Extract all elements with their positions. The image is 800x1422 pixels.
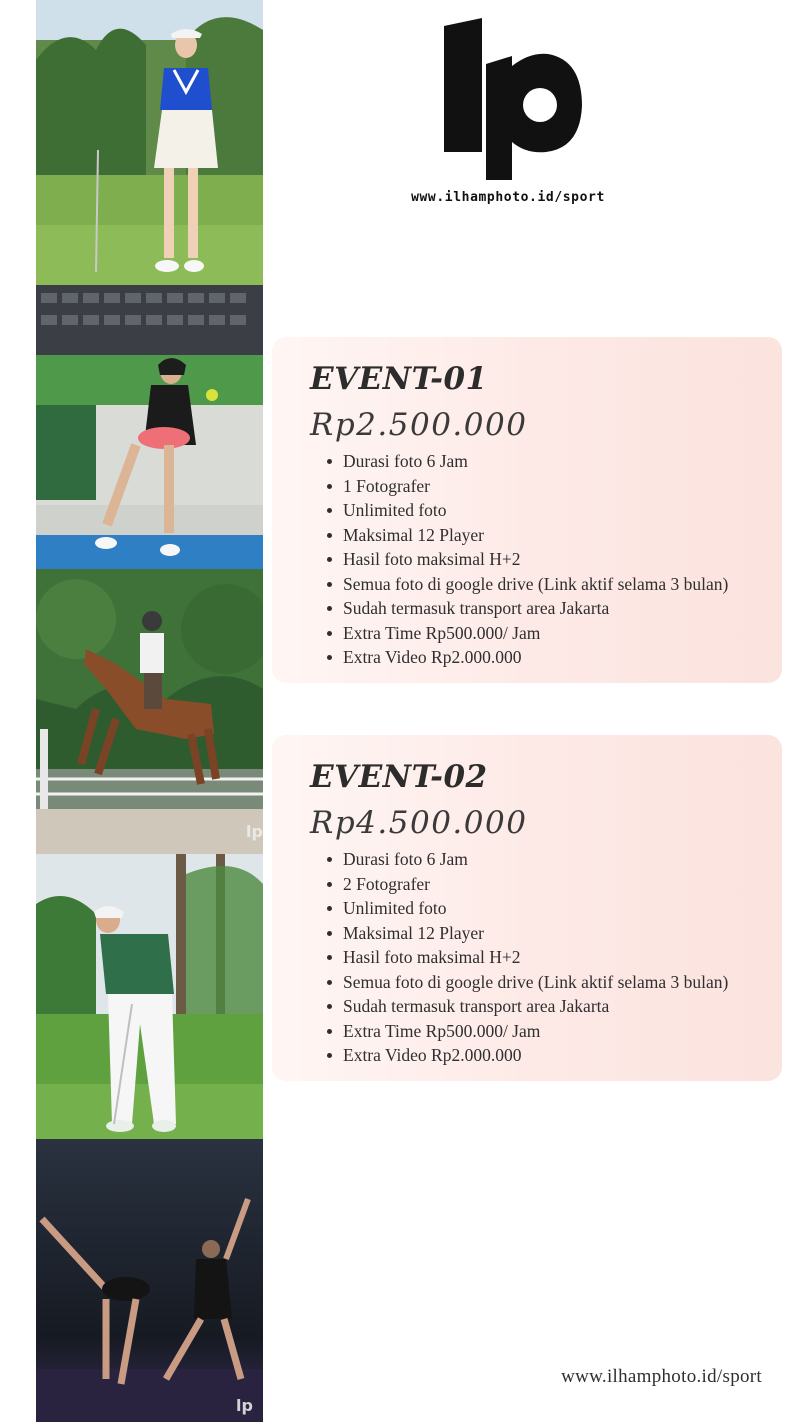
event-title: EVENT-02: [310, 759, 488, 795]
watermark-logo: lp: [246, 822, 263, 841]
bullet-icon: [327, 459, 332, 464]
list-item: Hasil foto maksimal H+2: [310, 547, 782, 572]
padel-woman-photo: [36, 285, 263, 569]
bullet-icon: [327, 857, 332, 862]
bullet-icon: [327, 1004, 332, 1009]
list-item: Extra Time Rp500.000/ Jam: [310, 1019, 782, 1044]
bullet-icon: [327, 655, 332, 660]
list-item: Extra Video Rp2.000.000: [310, 1043, 782, 1068]
bullet-icon: [327, 508, 332, 513]
bullet-icon: [327, 1029, 332, 1034]
event-card-01: [272, 337, 782, 683]
brand-url-top[interactable]: www.ilhamphoto.id/sport: [411, 190, 605, 205]
watermark-logo: lp: [236, 1396, 253, 1415]
golf-woman-photo: [36, 0, 263, 285]
list-item: Semua foto di google drive (Link aktif selama 3 bulan): [310, 970, 782, 995]
list-item: Maksimal 12 Player: [310, 523, 782, 548]
list-item: Unlimited foto: [310, 896, 782, 921]
list-item: Semua foto di google drive (Link aktif selama 3 bulan): [310, 572, 782, 597]
event-price: Rp4.500.000: [310, 805, 528, 841]
list-item: Extra Time Rp500.000/ Jam: [310, 621, 782, 646]
bullet-icon: [327, 582, 332, 587]
bullet-icon: [327, 533, 332, 538]
list-item: Maksimal 12 Player: [310, 921, 782, 946]
photo-strip: [36, 0, 263, 1422]
bullet-icon: [327, 631, 332, 636]
bullet-icon: [327, 906, 332, 911]
equestrian-photo: [36, 569, 263, 854]
dance-photo: [36, 1139, 263, 1422]
bullet-icon: [327, 1053, 332, 1058]
bullet-icon: [327, 557, 332, 562]
lp-logo-icon: [440, 14, 586, 182]
event-price: Rp2.500.000: [310, 407, 528, 443]
event-feature-list: [310, 449, 782, 670]
golf-man-photo: [36, 854, 263, 1139]
list-item: Durasi foto 6 Jam: [310, 847, 782, 872]
event-title: EVENT-01: [310, 361, 488, 397]
list-item: Sudah termasuk transport area Jakarta: [310, 596, 782, 621]
bullet-icon: [327, 882, 332, 887]
event-card-02: [272, 735, 782, 1081]
brand-logo: [440, 14, 586, 182]
list-item: Unlimited foto: [310, 498, 782, 523]
bullet-icon: [327, 980, 332, 985]
list-item: 2 Fotografer: [310, 872, 782, 897]
bullet-icon: [327, 484, 332, 489]
list-item: Durasi foto 6 Jam: [310, 449, 782, 474]
list-item: Hasil foto maksimal H+2: [310, 945, 782, 970]
brand-url-footer[interactable]: www.ilhamphoto.id/sport: [561, 1366, 762, 1387]
bullet-icon: [327, 955, 332, 960]
list-item: Extra Video Rp2.000.000: [310, 645, 782, 670]
list-item: 1 Fotografer: [310, 474, 782, 499]
event-feature-list: [310, 847, 782, 1068]
bullet-icon: [327, 606, 332, 611]
list-item: Sudah termasuk transport area Jakarta: [310, 994, 782, 1019]
bullet-icon: [327, 931, 332, 936]
